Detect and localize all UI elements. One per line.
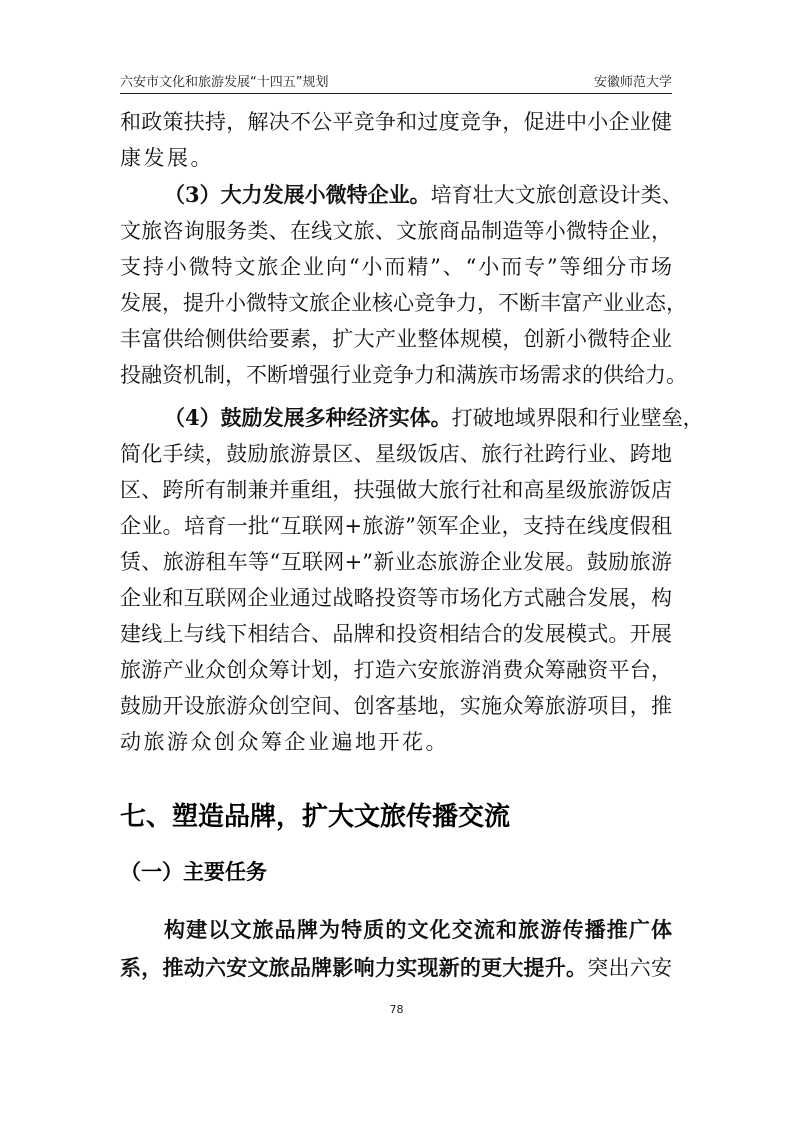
para4-line-8: 旅游产业众创众筹计划，打造六安旅游消费众筹融资平台， [120,658,672,682]
para3-line-1 [164,177,683,213]
para3-line-6: 投融资机制，不断增强行业竞争力和满族市场需求的供给力。 [120,363,687,387]
page-number: 78 [389,1003,404,1016]
para4-line-5: 赁、旅游租车等“互联网+”新业态旅游企业发展。鼓励旅游 [120,550,672,574]
para4-line-7: 建线上与线下相结合、品牌和投资相结合的发展模式。开展 [120,622,672,646]
chapter-heading: 七、塑造品牌，扩大文旅传播交流 [120,802,511,832]
para3-line-3: 支持小微特文旅企业向“小而精”、“小而专”等细分市场 [120,255,672,279]
para0-line-1: 和政策扶持，解决不公平竞争和过度竞争，促进中小企业健 [120,110,672,134]
para5-line-1: 构建以文旅品牌为特质的文化交流和旅游传播推广体 [164,917,672,942]
section-heading: （一）主要任务 [120,860,267,884]
para4-line-6: 企业和互联网企业通过战略投资等市场化方式融合发展，构 [120,586,672,610]
para3-lead: （3）大力发展小微特企业。 [164,182,431,207]
para4-line-1 [164,400,704,436]
header-org: 安徽师范大学 [593,75,672,90]
para4-line-3: 区、跨所有制兼并重组，扶强做大旅行社和高星级旅游饭店 [120,478,672,502]
para3-line-2: 文旅咨询服务类、在线文旅、文旅商品制造等小微特企业， [120,219,672,243]
para3-line-5: 丰富供给侧供给要素，扩大产业整体规模，创新小微特企业 [120,327,672,351]
header-title: 六安市文化和旅游发展“十四五”规划 [120,75,329,90]
para4-first-rest: 打破地域界限和行业壁垒， [451,406,704,430]
para3-first-rest: 培育壮大文旅创意设计类、 [430,183,683,207]
para5-line-2 [120,950,672,986]
para4-line-4: 企业。培育一批“互联网+旅游”领军企业，支持在线度假租 [120,514,672,538]
para5-rest: 突出六安 [587,956,673,980]
page-header [120,69,672,91]
para5-bold: 系，推动六安文旅品牌影响力实现新的更大提升。 [120,955,588,980]
para4-line-2: 简化手续，鼓励旅游景区、星级饭店、旅行社跨行业、跨地 [120,442,672,466]
para0-line-2: 康发展。 [120,146,214,170]
para4-line-10: 动旅游众创众筹企业遍地开花。 [120,730,449,754]
para3-line-4: 发展，提升小微特文旅企业核心竞争力，不断丰富产业业态， [120,291,687,315]
para4-lead: （4）鼓励发展多种经济实体。 [164,405,452,430]
para4-line-9: 鼓励开设旅游众创空间、创客基地，实施众筹旅游项目，推 [120,694,672,718]
header-rule [120,93,672,94]
